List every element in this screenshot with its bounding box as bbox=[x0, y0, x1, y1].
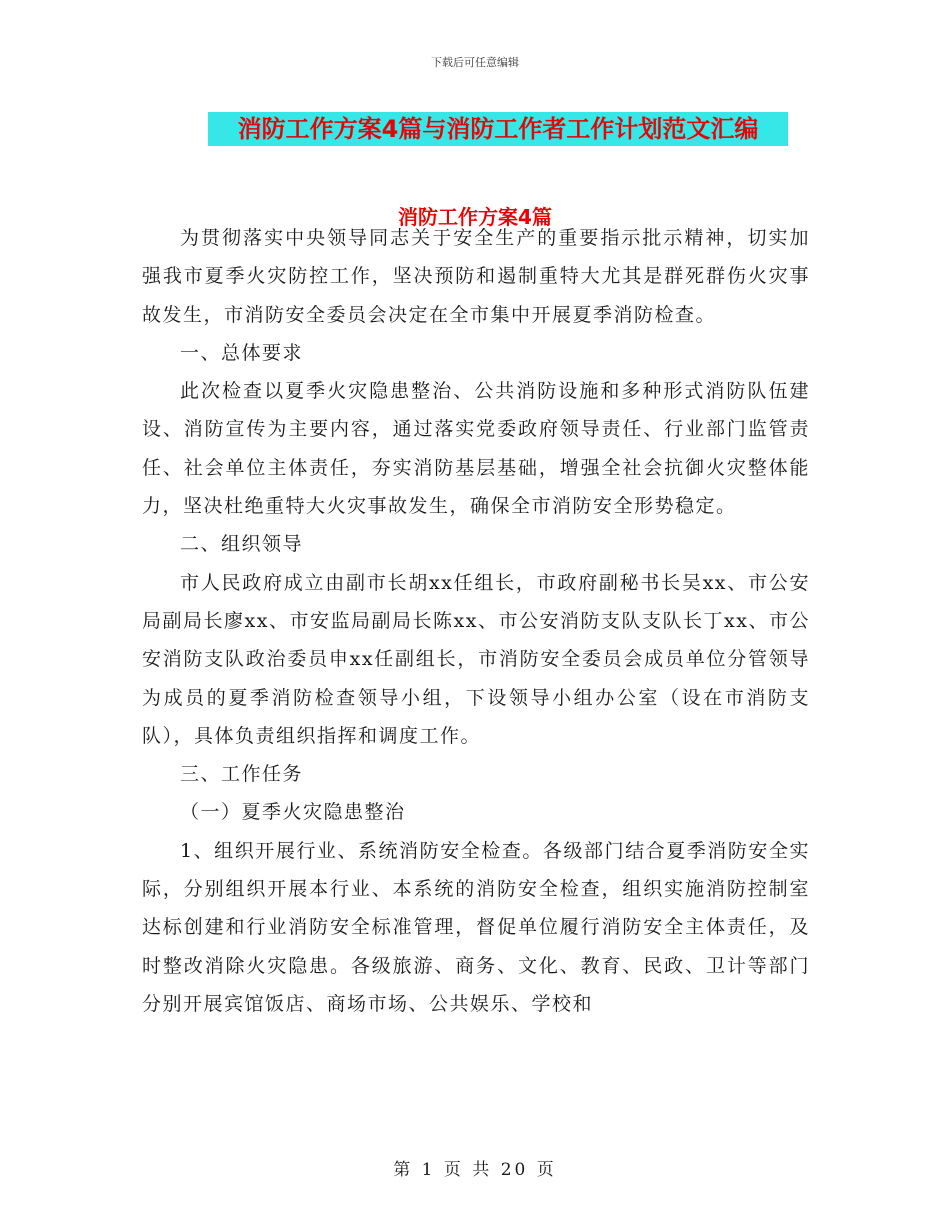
paragraph-organization: 市人民政府成立由副市长胡xx任组长，市政府副秘书长吴xx、市公安局副局长廖xx、市安监局副局长陈xx、市公安消防支队支队长丁xx、市公安消防支队政治委员申xx任副组长，市消防安全委员会成员单位分管领导为成员的夏季消防检查领导小组，下设领导小组办公室（设在市消防支队），具体负责组织指挥和调度工作。 bbox=[142, 571, 810, 747]
section-title: 消防工作方案4篇 bbox=[398, 205, 552, 229]
heading-tasks: 三、工作任务 bbox=[180, 763, 304, 786]
paragraph-intro: 为贯彻落实中央领导同志关于安全生产的重要指示批示精神，切实加强我市夏季火灾防控工作，坚决预防和遏制重特大尤其是群死群伤火灾事故发生，市消防安全委员会决定在全市集中开展夏季消防检查。 bbox=[142, 227, 810, 326]
header-note: 下载后可任意编辑 bbox=[431, 56, 519, 69]
document-main-title: 消防工作方案4篇与消防工作者工作计划范文汇编 bbox=[208, 112, 788, 146]
heading-general-requirements: 一、总体要求 bbox=[180, 341, 304, 364]
document-body bbox=[142, 219, 810, 1023]
heading-organization: 二、组织领导 bbox=[180, 533, 304, 556]
page-number-footer: 第 1 页 共 20 页 bbox=[393, 1160, 557, 1180]
paragraph-general-requirements: 此次检查以夏季火灾隐患整治、公共消防设施和多种形式消防队伍建设、消防宣传为主要内容，通过落实党委政府领导责任、行业部门监管责任、社会单位主体责任，夯实消防基层基础，增强全社会抗御火灾整体能力，坚决杜绝重特大火灾事故发生，确保全市消防安全形势稳定。 bbox=[142, 380, 810, 518]
paragraph-inspection: 1、组织开展行业、系统消防安全检查。各级部门结合夏季消防安全实际，分别组织开展本行业、本系统的消防安全检查，组织实施消防控制室达标创建和行业消防安全标准管理，督促单位履行消防安全主体责任，及时整改消除火灾隐患。各级旅游、商务、文化、教育、民政、卫计等部门分别开展宾馆饭店、商场市场、公共娱乐、学校和 bbox=[142, 839, 810, 1015]
subheading-hazard-rectification: （一）夏季火灾隐患整治 bbox=[180, 801, 406, 824]
